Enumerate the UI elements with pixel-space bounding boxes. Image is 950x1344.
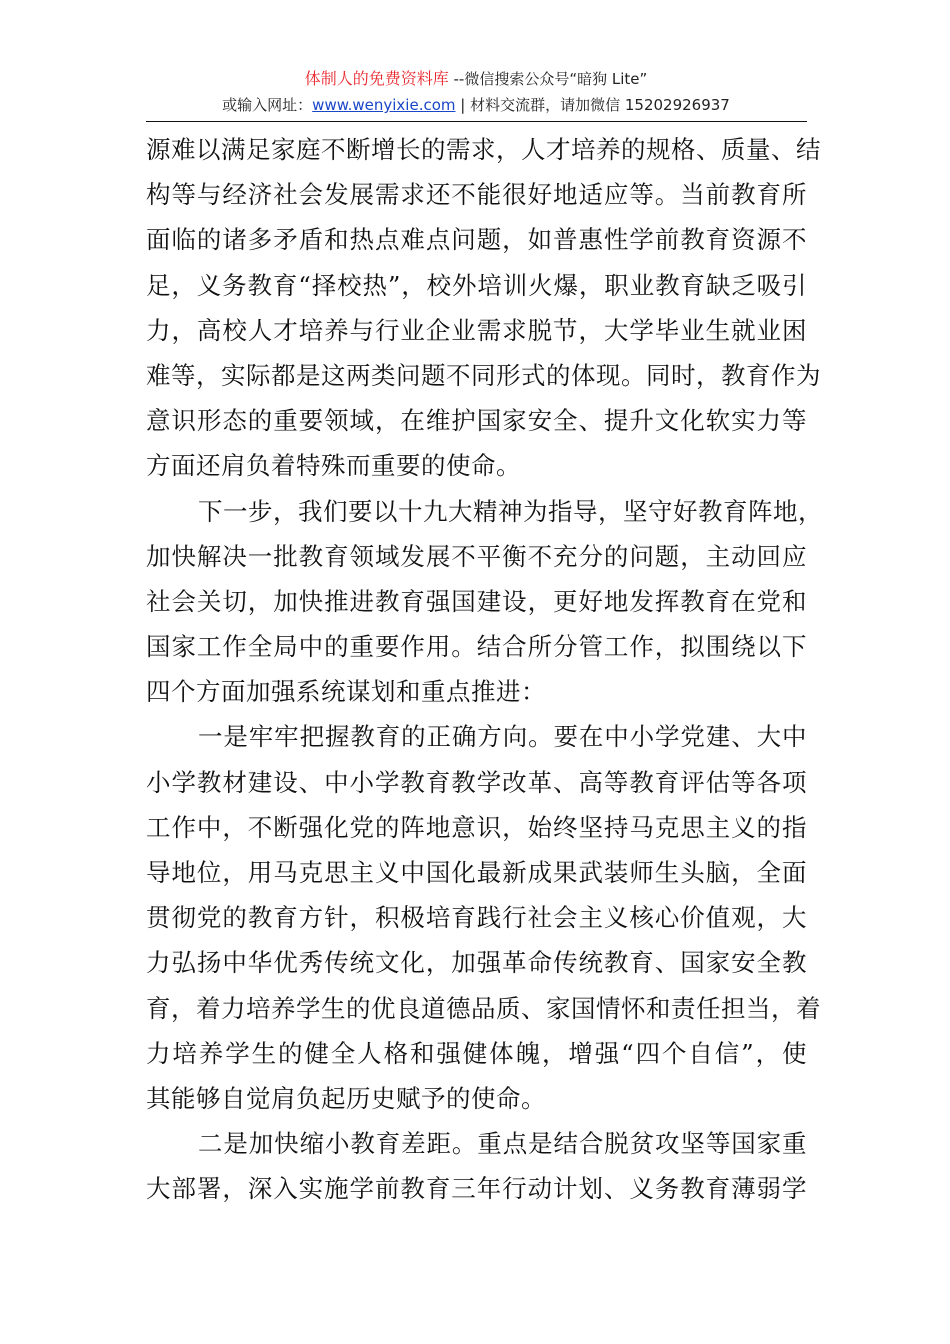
text-line: 工作中，不断强化党的阵地意识，始终坚持马克思主义的指 [146, 812, 807, 842]
text-line: 力培养学生的健全人格和强健体魄，增强“四个自信”，使 [146, 1038, 807, 1068]
paragraph-start-line: 下一步，我们要以十九大精神为指导，坚守好教育阵地， [198, 496, 823, 526]
text-line: 社会关切，加快推进教育强国建设，更好地发挥教育在党和 [146, 586, 807, 616]
document-header [146, 66, 806, 118]
header-line-2 [146, 92, 806, 118]
text-line: 加快解决一批教育领域发展不平衡不充分的问题，主动回应 [146, 541, 807, 571]
brand-title: 体制人的免费资料库 [304, 69, 449, 88]
text-line: 育，着力培养学生的优良道德品质、家国情怀和责任担当，着 [146, 993, 821, 1023]
website-link[interactable]: www.wenyixie.com [312, 96, 456, 114]
body-text [146, 127, 823, 1212]
header-line-1 [146, 66, 806, 92]
header-divider: | [455, 96, 471, 114]
paragraph-start-line: 一是牢牢把握教育的正确方向。要在中小学党建、大中 [198, 722, 807, 752]
text-line: 面临的诸多矛盾和热点难点问题，如普惠性学前教育资源不 [146, 225, 807, 255]
text-line: 四个方面加强系统谋划和重点推进： [146, 677, 546, 707]
text-line: 意识形态的重要领域，在维护国家安全、提升文化软实力等 [146, 406, 807, 436]
text-line: 国家工作全局中的重要作用。结合所分管工作，拟围绕以下 [146, 632, 807, 662]
text-line: 大部署，深入实施学前教育三年行动计划、义务教育薄弱学 [146, 1174, 807, 1204]
text-line: 导地位，用马克思主义中国化最新成果武装师生头脑，全面 [146, 858, 807, 887]
contact-info: 材料交流群，请加微信 15202926937 [470, 96, 730, 114]
search-hint: 微信搜索公众号“暗狗 Lite” [464, 70, 648, 88]
text-line: 足，义务教育“择校热”，校外培训火爆，职业教育缺乏吸引 [146, 270, 807, 300]
url-prefix: 或输入网址： [222, 96, 313, 114]
text-line: 难等，实际都是这两类问题不同形式的体现。同时，教育作为 [146, 360, 821, 390]
header-separator: -- [448, 70, 465, 88]
text-line: 方面还肩负着特殊而重要的使命。 [146, 451, 521, 481]
text-line: 贯彻党的教育方针，积极培育践行社会主义核心价值观，大 [146, 903, 807, 933]
text-line: 小学教材建设、中小学教育教学改革、高等教育评估等各项 [146, 767, 807, 797]
paragraph-start-line: 二是加快缩小教育差距。重点是结合脱贫攻坚等国家重 [198, 1129, 807, 1159]
text-line: 力弘扬中华优秀传统文化，加强革命传统教育、国家安全教 [146, 948, 807, 978]
text-line: 力，高校人才培养与行业企业需求脱节，大学毕业生就业困 [146, 315, 807, 345]
header-rule [146, 121, 807, 122]
text-line: 其能够自觉肩负起历史赋予的使命。 [146, 1083, 546, 1113]
text-line: 源难以满足家庭不断增长的需求，人才培养的规格、质量、结 [146, 135, 821, 164]
text-line: 构等与经济社会发展需求还不能很好地适应等。当前教育所 [146, 180, 807, 210]
